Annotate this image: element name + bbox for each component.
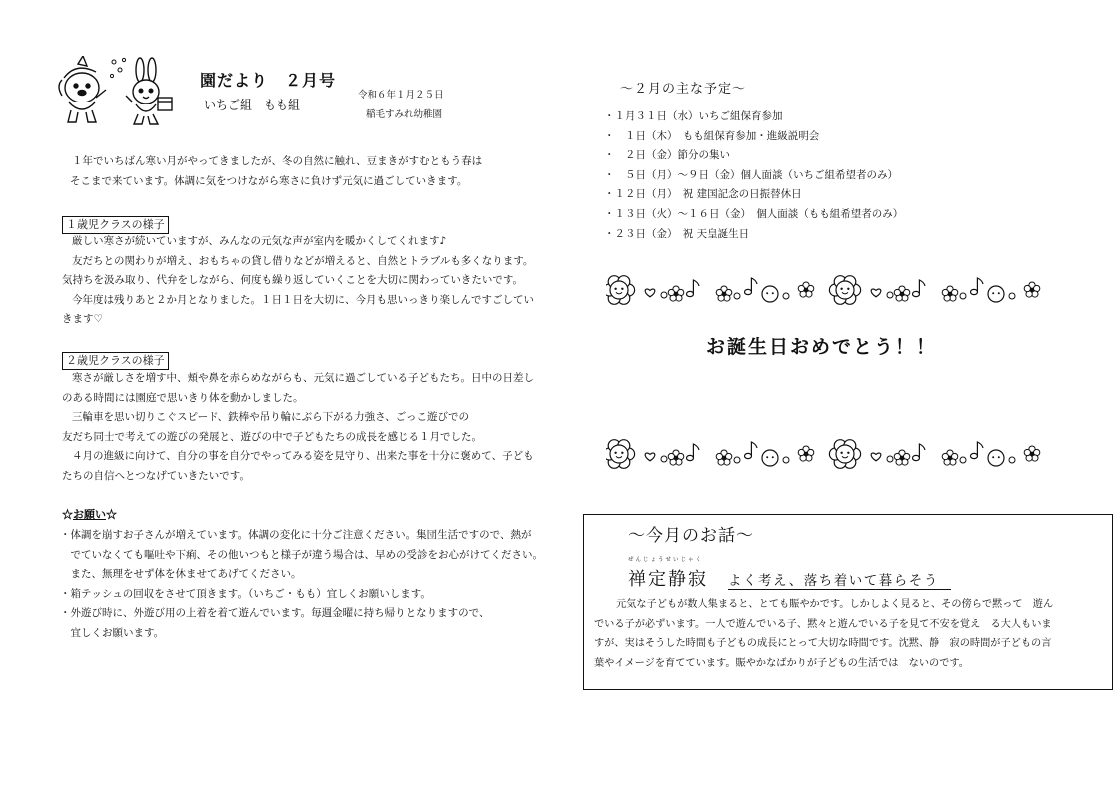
small-flower-icon — [716, 286, 732, 301]
section-2-heading — [62, 349, 169, 370]
oni-mascot-icon — [56, 56, 176, 131]
schedule-item: ・２３日（金） 祝 天皇誕生日 — [604, 227, 750, 240]
schedule-item: ・ ２日（金）節分の集い — [604, 149, 730, 162]
dot-icon — [887, 456, 893, 462]
section-line: 三輪車を思い切りこぐスピード、鉄棒や吊り輪にぶら下がる力強さ、ごっこ遊びでの — [72, 411, 470, 424]
dot-icon — [734, 457, 740, 463]
section-line: 友だち同士で考えての遊びの発展と、遊びの中で子どもたちの成長を感じる１月でした。 — [62, 430, 482, 443]
section-line: のある時間には園庭で思いきり体を動かしました。 — [62, 391, 304, 404]
music-note-icon — [971, 278, 984, 295]
section-line: 友だちとの関わりが増え、おもちゃの貸し借りなどが増えると、自然とトラブルも多くなります。 — [72, 254, 534, 267]
star-icon: ☆ — [62, 508, 73, 521]
music-note-icon — [913, 444, 926, 461]
requests-heading — [62, 506, 117, 522]
story-line: 元気な子どもが数人集まると、とても賑やかです。しかしよく見ると、その傍らで黙って 遊ん — [616, 599, 1054, 610]
small-flower-icon — [716, 450, 732, 465]
small-flower-icon — [1024, 446, 1040, 461]
story-line: 葉やイメージを育てています。賑やかなばかりが子どもの生活では ないのです。 — [594, 657, 969, 669]
school-name: 稲毛すみれ幼稚園 — [366, 109, 443, 120]
decorative-border-top — [606, 272, 1066, 308]
section-line: 寒さが厳しさを増す中、頬や鼻を赤らめながらも、元気に過ごしている子どもたち。日中の日差し — [72, 372, 534, 384]
story-title: ～今月のお話～ — [628, 526, 754, 546]
schedule-item: ・１月３１日（水）いちご組保育参加 — [604, 110, 783, 122]
flower-heart-music-border-icon — [606, 436, 1066, 472]
flower-heart-music-border-icon — [606, 272, 1066, 308]
dot-icon — [960, 457, 966, 463]
story-body — [594, 595, 1053, 673]
request-line: でていなくても嘔吐や下痢、その他いつもと様子が違う場合は、早めの受診をお心がけてください。 — [60, 548, 543, 561]
section-1-body — [62, 232, 534, 330]
section-line: ４月の進級に向けて、自分の事を自分でやってみる姿を見守り、出来た事を十分に褒めて、子ども — [72, 450, 534, 463]
face-dot-icon — [762, 286, 778, 302]
small-flower-icon — [1024, 282, 1040, 297]
intro-line: １年でいちばん寒い月がやってきましたが、冬の自然に触れ、豆まきがすむともう春は — [72, 155, 483, 167]
request-line: ・外遊び時に、外遊び用の上着を着て遊んでいます。毎週金曜に持ち帰りとなりますので、 — [60, 607, 490, 620]
schedule-item: ・１２日（月） 祝 建国記念の日振替休日 — [604, 188, 802, 201]
story-line: でいる子が必ずいます。一人で遊んでいる子、黙々と遊んでいる子を見て不安を覚え る大人もいま — [594, 618, 1052, 630]
heart-icon — [645, 453, 655, 461]
request-line: ・体調を崩すお子さんが増えています。体調の変化に十分ご注意ください。集団生活ですので、熱が — [60, 529, 532, 541]
story-kanji: 禅定静寂 — [628, 569, 708, 590]
small-flower-icon — [894, 450, 910, 465]
music-note-icon — [687, 280, 700, 297]
face-dot-icon — [988, 450, 1004, 466]
intro-line: そこまで来ています。体調に気をつけながら寒さに負けず元気に過ごしていきます。 — [70, 174, 468, 187]
section-1-heading — [62, 213, 169, 234]
schedule-item: ・１３日（火）～１６日（金） 個人面談（もも組希望者のみ） — [604, 207, 904, 220]
request-line: ・箱テッシュの回収をさせて頂きます。（いちご・もも）宜しくお願いします。 — [60, 587, 431, 600]
dot-icon — [1009, 457, 1015, 463]
issue-date: 令和６年１月２５日 — [358, 90, 444, 101]
heart-icon — [871, 289, 881, 297]
small-flower-icon — [942, 450, 958, 465]
schedule-title: ～２月の主な予定～ — [620, 82, 747, 97]
requests-heading-label: お願い — [73, 508, 106, 521]
flower-face-icon — [606, 440, 635, 469]
flower-face-icon — [829, 440, 860, 469]
small-flower-icon — [798, 446, 814, 461]
music-note-icon — [687, 444, 700, 461]
decorative-border-bottom — [606, 436, 1066, 472]
dot-icon — [783, 457, 789, 463]
section-line: 厳しい寒さが続いていますが、みんなの元気な声が室内を暖かくしてくれます♪ — [72, 235, 447, 247]
section-line: きます♡ — [62, 313, 103, 326]
class-names: いちご組 もも組 — [204, 98, 301, 112]
dot-icon — [783, 293, 789, 299]
music-note-icon — [971, 442, 984, 459]
story-box — [583, 514, 1113, 690]
dot-icon — [661, 456, 667, 462]
small-flower-icon — [668, 286, 684, 301]
intro-paragraph — [72, 152, 482, 191]
section-heading-label: １歳児クラスの様子 — [62, 216, 169, 234]
section-2-body — [62, 369, 534, 487]
story-line: すが、実はそうした時間も子どもの成長にとって大切な時間です。沈黙、静 寂の時間が子どもの言 — [594, 638, 1052, 650]
star-icon: ☆ — [106, 508, 117, 521]
schedule-item: ・ １日（木） もも組保育参加・進級説明会 — [604, 129, 820, 142]
small-flower-icon — [798, 282, 814, 297]
birthday-message: お誕生日おめでとう！！ — [706, 336, 938, 358]
dot-icon — [960, 293, 966, 299]
section-line: 気持ちを汲み取り、代弁をしながら、何度も繰り返していくことを大切に関わっていきたいです。 — [62, 274, 524, 287]
music-note-icon — [913, 280, 926, 297]
face-dot-icon — [762, 450, 778, 466]
schedule-list — [604, 107, 903, 244]
request-line: また、無理をせず体を休ませてあげてください。 — [60, 568, 302, 581]
heart-icon — [645, 289, 655, 297]
section-line: たちの自信へとつなげていきたいです。 — [62, 469, 250, 482]
dot-icon — [734, 293, 740, 299]
newsletter-title: 園だより ２月号 — [200, 71, 337, 90]
section-heading-label: ２歳児クラスの様子 — [62, 352, 169, 370]
story-meaning: よく考え、落ち着いて暮らそう — [728, 569, 951, 590]
heart-icon — [871, 453, 881, 461]
flower-face-icon — [606, 276, 635, 305]
music-note-icon — [745, 442, 758, 459]
flower-face-icon — [829, 276, 860, 305]
small-flower-icon — [668, 450, 684, 465]
dot-icon — [887, 292, 893, 298]
dot-icon — [1009, 293, 1015, 299]
face-dot-icon — [988, 286, 1004, 302]
small-flower-icon — [894, 286, 910, 301]
small-flower-icon — [942, 286, 958, 301]
requests-list — [60, 526, 543, 644]
dot-icon — [661, 292, 667, 298]
mascot-illustration — [56, 56, 176, 131]
section-line: 今年度は残りあと２か月となりました。１日１日を大切に、今月も思いっきり楽しんですごしてい — [72, 293, 534, 306]
music-note-icon — [745, 278, 758, 295]
schedule-item: ・ ５日（月）～９日（金）個人面談（いちご組希望者のみ） — [604, 168, 898, 181]
request-line: 宜しくお願います。 — [60, 626, 165, 639]
story-ruby: ぜんじょうせいじゃく — [628, 557, 704, 563]
